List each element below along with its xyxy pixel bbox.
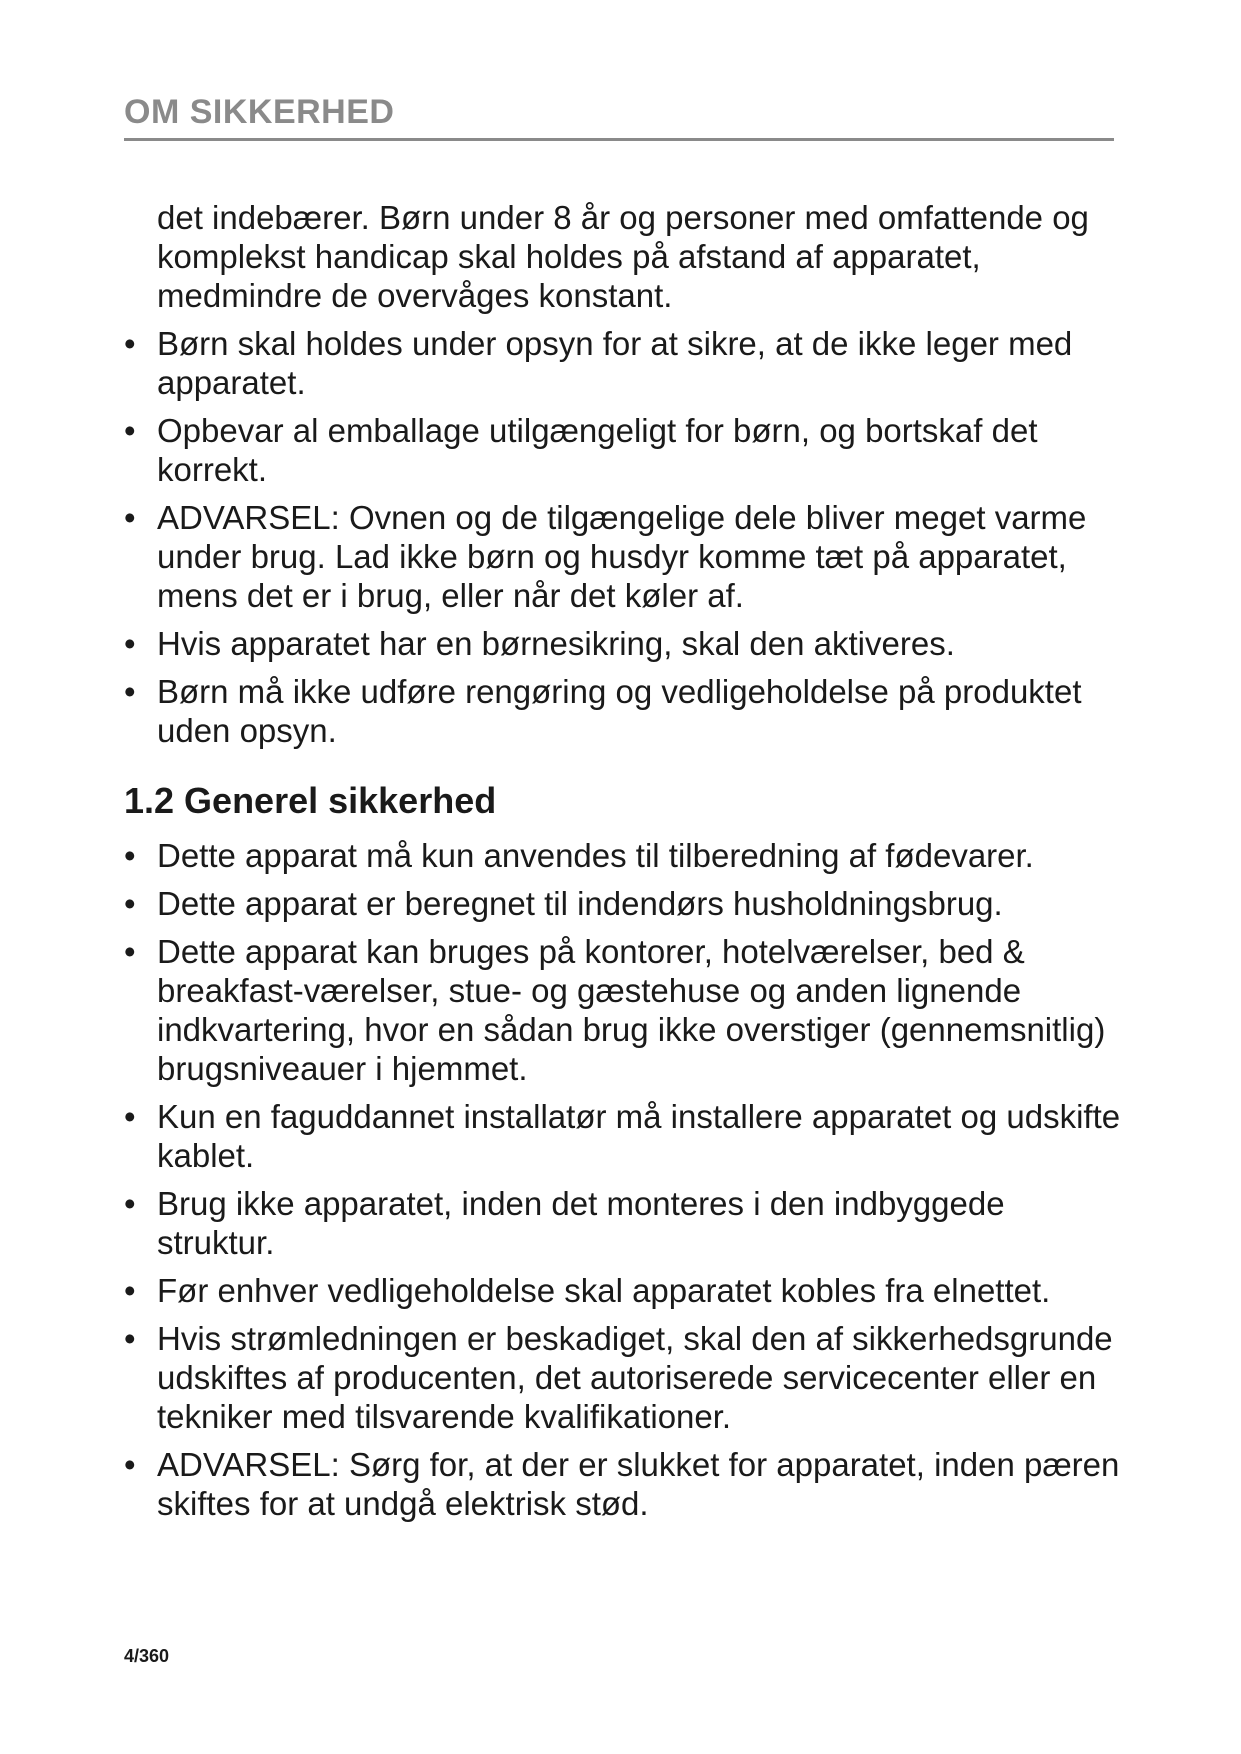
list-item-text: Dette apparat må kun anvendes til tilberedning af fødevarer. — [157, 837, 1034, 874]
list-item — [124, 1097, 1124, 1175]
list-item-text: Opbevar al emballage utilgængeligt for børn, og bortskaf det korrekt. — [157, 412, 1038, 488]
list-item-text: Hvis apparatet har en børnesikring, skal den aktiveres. — [157, 625, 955, 662]
section2-list — [124, 836, 1124, 1523]
list-item — [124, 624, 1124, 663]
bullet-icon: • — [124, 837, 136, 874]
list-item — [124, 411, 1124, 489]
list-item — [124, 1445, 1124, 1523]
bullet-icon: • — [124, 325, 136, 362]
list-item — [124, 324, 1124, 402]
list-item-text: Før enhver vedligeholdelse skal apparatet kobles fra elnettet. — [157, 1272, 1051, 1309]
list-item-text: Dette apparat kan bruges på kontorer, hotelværelser, bed & breakfast-værelser, stue- og gæstehuse og anden lignende indkvartering, hvor en sådan brug ikke overstiger (gennemsnitlig) brugsniveauer i hjemmet. — [157, 933, 1106, 1087]
section1-list — [124, 324, 1124, 750]
list-item-text: Hvis strømledningen er beskadiget, skal den af sikkerhedsgrunde udskiftes af producenten, det autoriserede servicecenter eller en tekniker med tilsvarende kvalifikationer. — [157, 1320, 1113, 1435]
list-item-text: Dette apparat er beregnet til indendørs husholdningsbrug. — [157, 885, 1003, 922]
list-item — [124, 672, 1124, 750]
bullet-icon: • — [124, 625, 136, 662]
bullet-icon: • — [124, 933, 136, 970]
list-item-text: Brug ikke apparatet, inden det monteres i den indbyggede struktur. — [157, 1185, 1005, 1261]
bullet-icon: • — [124, 1320, 136, 1357]
section-heading: 1.2 Generel sikkerhed — [124, 780, 497, 821]
bullet-icon: • — [124, 1272, 136, 1309]
document-body — [124, 198, 1124, 1532]
bullet-icon: • — [124, 499, 136, 536]
list-item — [124, 1319, 1124, 1436]
page-header — [124, 92, 1114, 141]
list-item — [124, 1271, 1124, 1310]
list-item-text: ADVARSEL: Sørg for, at der er slukket for apparatet, inden pæren skiftes for at undgå elektrisk stød. — [157, 1446, 1120, 1522]
bullet-icon: • — [124, 412, 136, 449]
intro-continuation: det indebærer. Børn under 8 år og personer med omfattende og komplekst handicap skal holdes på afstand af apparatet, medmindre de overvåges konstant. — [157, 199, 1089, 314]
bullet-icon: • — [124, 673, 136, 710]
list-item — [124, 836, 1124, 875]
list-item — [124, 498, 1124, 615]
page-number: 4/360 — [124, 1646, 170, 1666]
list-item-text: Børn skal holdes under opsyn for at sikre, at de ikke leger med apparatet. — [157, 325, 1073, 401]
list-item-text: Kun en faguddannet installatør må installere apparatet og udskifte kablet. — [157, 1098, 1121, 1174]
list-item — [124, 1184, 1124, 1262]
list-item-text: ADVARSEL: Ovnen og de tilgængelige dele bliver meget varme under brug. Lad ikke børn og husdyr komme tæt på apparatet, mens det er i brug, eller når det køler af. — [157, 499, 1087, 614]
bullet-icon: • — [124, 885, 136, 922]
list-item — [124, 884, 1124, 923]
bullet-icon: • — [124, 1098, 136, 1135]
list-item-text: Børn må ikke udføre rengøring og vedligeholdelse på produktet uden opsyn. — [157, 673, 1082, 749]
header-title: OM SIKKERHED — [124, 93, 395, 131]
bullet-icon: • — [124, 1185, 136, 1222]
bullet-icon: • — [124, 1446, 136, 1483]
list-item — [124, 932, 1124, 1088]
